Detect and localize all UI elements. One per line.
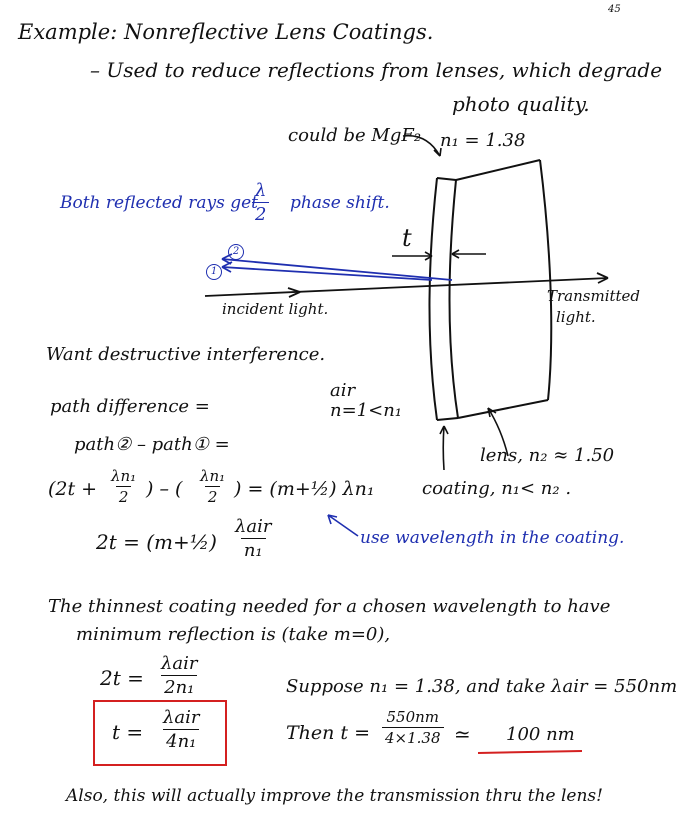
transmitted-label-2: light. [556,308,596,326]
conclusion-line-1: The thinnest coating needed for a chosen wavelength to have [48,596,611,617]
air-index: n=1<n₁ [330,400,403,421]
eq1-fraction-2 [197,467,228,506]
note-arrow [328,515,358,536]
coating-label: coating, n₁< n₂ . [422,478,572,499]
lens-label: lens, n₂ ≈ 1.50 [480,445,615,466]
coating-wavelength-note: use wavelength in the coating. [360,528,625,548]
result-underline [478,751,582,753]
phase-shift-suffix: phase shift. [290,193,390,213]
calc-den: 4×1.38 [382,727,444,747]
eq1-den-2: 2 [205,486,221,506]
phase-fraction [252,180,269,225]
lens-bottom-edge [458,400,548,418]
bullet-line-2: photo quality. [452,92,590,116]
coating-pointer [443,426,444,470]
air-label: air [330,380,356,401]
page-title: Example: Nonreflective Lens Coatings. [18,20,434,44]
result-value: 100 nm [506,724,575,745]
coating-top-edge [437,178,456,180]
thickness-t-label: t [402,224,412,252]
eq1-rhs: ) = (m+½) λn₁ [234,478,375,500]
incident-label: incident light. [222,300,329,318]
then-text: Then t = [286,722,371,744]
eq3-num: λair [161,653,198,674]
lens-inner-surface [450,180,459,418]
eq2-den: n₁ [241,538,266,561]
coating-surface [429,178,437,420]
path-difference-label: path difference = [50,396,210,417]
page-number: 45 [608,4,621,15]
eq4-den: 4n₁ [163,729,199,752]
calc-num: 550nm [386,708,440,726]
lens-top-edge [456,160,540,180]
ray-1-marker: 1 [206,264,222,280]
eq2-fraction [232,516,275,561]
phase-num: λ [255,180,267,201]
mgf2-label: could be MgF₂ [288,125,422,146]
want-text: Want destructive interference. [46,344,326,365]
eq1-mid: ) – ( [146,478,183,500]
eq1-num-1: λn₁ [111,467,137,485]
transmitted-label-1: Transmitted [547,287,641,305]
path-paths: path② – path① = [74,434,230,455]
ray-2-marker: 2 [228,244,244,260]
eq3-den: 2n₁ [161,675,197,698]
eq4-fraction [160,707,203,752]
phase-den: 2 [252,202,269,225]
eq1-lhs-open: (2t + [48,478,98,500]
eq1-num-2: λn₁ [200,467,226,485]
eq2-num: λair [235,516,272,537]
eq4-lhs: t = [112,720,144,744]
eq3-lhs: 2t = [100,666,144,690]
calc-fraction [382,708,444,747]
phase-shift-prefix: Both reflected rays get [60,193,258,213]
coating-bottom-edge [437,418,458,420]
eq2-lhs: 2t = (m+½) [96,530,217,554]
eq1-fraction-1 [108,467,139,506]
eq3-fraction [158,653,201,698]
eq4-num: λair [163,707,200,728]
conclusion-line-2: minimum reflection is (take m=0), [76,624,391,645]
approx-sign: ≃ [454,722,471,746]
n1-label: n₁ = 1.38 [440,130,526,151]
final-statement: Also, this will actually improve the transmission thru the lens! [66,786,603,806]
bullet-line-1: – Used to reduce reflections from lenses, which degrade [90,58,663,82]
eq1-den-1: 2 [116,486,132,506]
suppose-text: Suppose n₁ = 1.38, and take λair = 550nm [286,676,677,697]
